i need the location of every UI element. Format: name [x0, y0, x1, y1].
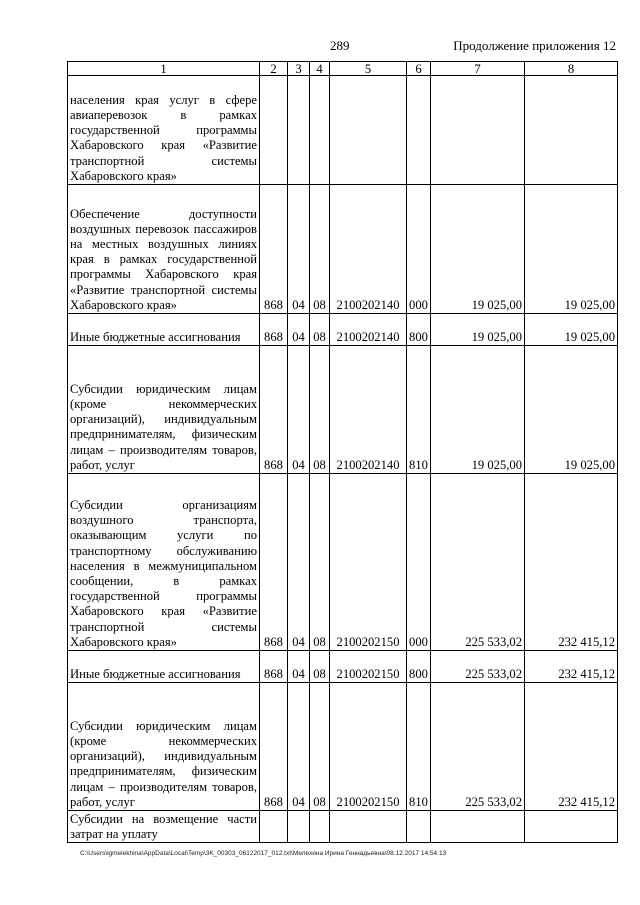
cell-subsection: 08 [310, 474, 330, 651]
row-name: Иные бюджетные ассигнования [68, 314, 260, 346]
col-header-3: 3 [288, 62, 310, 76]
cell-amount-2019: 232 415,12 [525, 683, 618, 811]
table-row [68, 474, 618, 651]
cell-expense-type: 810 [407, 346, 431, 474]
col-header-6: 6 [407, 62, 431, 76]
cell-amount-2019: 19 025,00 [525, 314, 618, 346]
cell-amount-2019 [525, 811, 618, 843]
cell-subsection: 08 [310, 185, 330, 314]
col-header-4: 4 [310, 62, 330, 76]
cell-amount-2018: 19 025,00 [431, 314, 525, 346]
page-number: 289 [330, 38, 350, 53]
cell-expense-type: 800 [407, 314, 431, 346]
row-name: Иные бюджетные ассигнования [68, 651, 260, 683]
budget-table [67, 61, 618, 843]
cell-section: 04 [288, 314, 310, 346]
cell-expense-type [407, 811, 431, 843]
row-name: Субсидии организациям воздушного транспорта, оказывающим услуги по транспортному обслуживанию населения в межмуниципальном сообщении, в рамках государственной программы Хабаровского края «Развитие транспортной системы Хабаровского края» [68, 474, 260, 651]
col-header-8: 8 [525, 62, 618, 76]
cell-amount-2018 [431, 811, 525, 843]
cell-admin: 868 [260, 474, 288, 651]
cell-expense-type: 000 [407, 474, 431, 651]
cell-target: 2100202140 [330, 185, 407, 314]
col-header-1: 1 [68, 62, 260, 76]
cell-amount-2018 [431, 76, 525, 185]
cell-section: 04 [288, 683, 310, 811]
cell-subsection [310, 811, 330, 843]
col-header-2: 2 [260, 62, 288, 76]
file-path-footer: C:\Users\igmelekhina\AppData\Local\Temp\3K_00303_06122017_012.txt\Мелехина Ирина Геннадьевна\08.12.2017 14:54:13 [80, 850, 447, 857]
cell-target: 2100202150 [330, 683, 407, 811]
table-row [68, 811, 618, 843]
cell-amount-2018: 225 533,02 [431, 683, 525, 811]
table-row [68, 314, 618, 346]
cell-subsection: 08 [310, 683, 330, 811]
row-name: Обеспечение доступности воздушных перевозок пассажиров на местных воздушных линиях края в рамках государственной программы Хабаровского края «Развитие транспортной системы Хабаровского края» [68, 185, 260, 314]
cell-admin [260, 811, 288, 843]
header-row [68, 62, 618, 76]
cell-admin: 868 [260, 314, 288, 346]
cell-amount-2019: 19 025,00 [525, 346, 618, 474]
cell-subsection [310, 76, 330, 185]
cell-target: 2100202140 [330, 314, 407, 346]
table-row [68, 683, 618, 811]
cell-admin: 868 [260, 651, 288, 683]
cell-section [288, 76, 310, 185]
cell-admin: 868 [260, 346, 288, 474]
cell-amount-2019: 232 415,12 [525, 474, 618, 651]
continuation-label: Продолжение приложения 12 [453, 38, 616, 53]
cell-section: 04 [288, 346, 310, 474]
cell-amount-2019: 19 025,00 [525, 185, 618, 314]
cell-section [288, 811, 310, 843]
cell-admin [260, 76, 288, 185]
cell-admin: 868 [260, 683, 288, 811]
cell-amount-2018: 19 025,00 [431, 346, 525, 474]
cell-target [330, 811, 407, 843]
cell-admin: 868 [260, 185, 288, 314]
cell-target: 2100202150 [330, 651, 407, 683]
row-name: Субсидии юридическим лицам (кроме некоммерческих организаций), индивидуальным предпринимателям, физическим лицам – производителям товаров, работ, услуг [68, 346, 260, 474]
col-header-7: 7 [431, 62, 525, 76]
cell-expense-type [407, 76, 431, 185]
cell-subsection: 08 [310, 651, 330, 683]
cell-section: 04 [288, 651, 310, 683]
row-name: населения края услуг в сфере авиаперевозок в рамках государственной программы Хабаровского края «Развитие транспортной системы Хабаровского края» [68, 76, 260, 185]
cell-amount-2019: 232 415,12 [525, 651, 618, 683]
cell-expense-type: 000 [407, 185, 431, 314]
cell-expense-type: 810 [407, 683, 431, 811]
cell-section: 04 [288, 185, 310, 314]
row-name: Субсидии на возмещение части затрат на уплату [68, 811, 260, 843]
cell-target: 2100202140 [330, 346, 407, 474]
cell-amount-2018: 19 025,00 [431, 185, 525, 314]
cell-amount-2019 [525, 76, 618, 185]
cell-target [330, 76, 407, 185]
table-row [68, 651, 618, 683]
row-name: Субсидии юридическим лицам (кроме некоммерческих организаций), индивидуальным предпринимателям, физическим лицам – производителям товаров, работ, услуг [68, 683, 260, 811]
cell-expense-type: 800 [407, 651, 431, 683]
cell-subsection: 08 [310, 314, 330, 346]
table-row [68, 76, 618, 185]
cell-target: 2100202150 [330, 474, 407, 651]
cell-amount-2018: 225 533,02 [431, 474, 525, 651]
cell-section: 04 [288, 474, 310, 651]
table-row [68, 346, 618, 474]
col-header-5: 5 [330, 62, 407, 76]
cell-subsection: 08 [310, 346, 330, 474]
table-row [68, 185, 618, 314]
cell-amount-2018: 225 533,02 [431, 651, 525, 683]
